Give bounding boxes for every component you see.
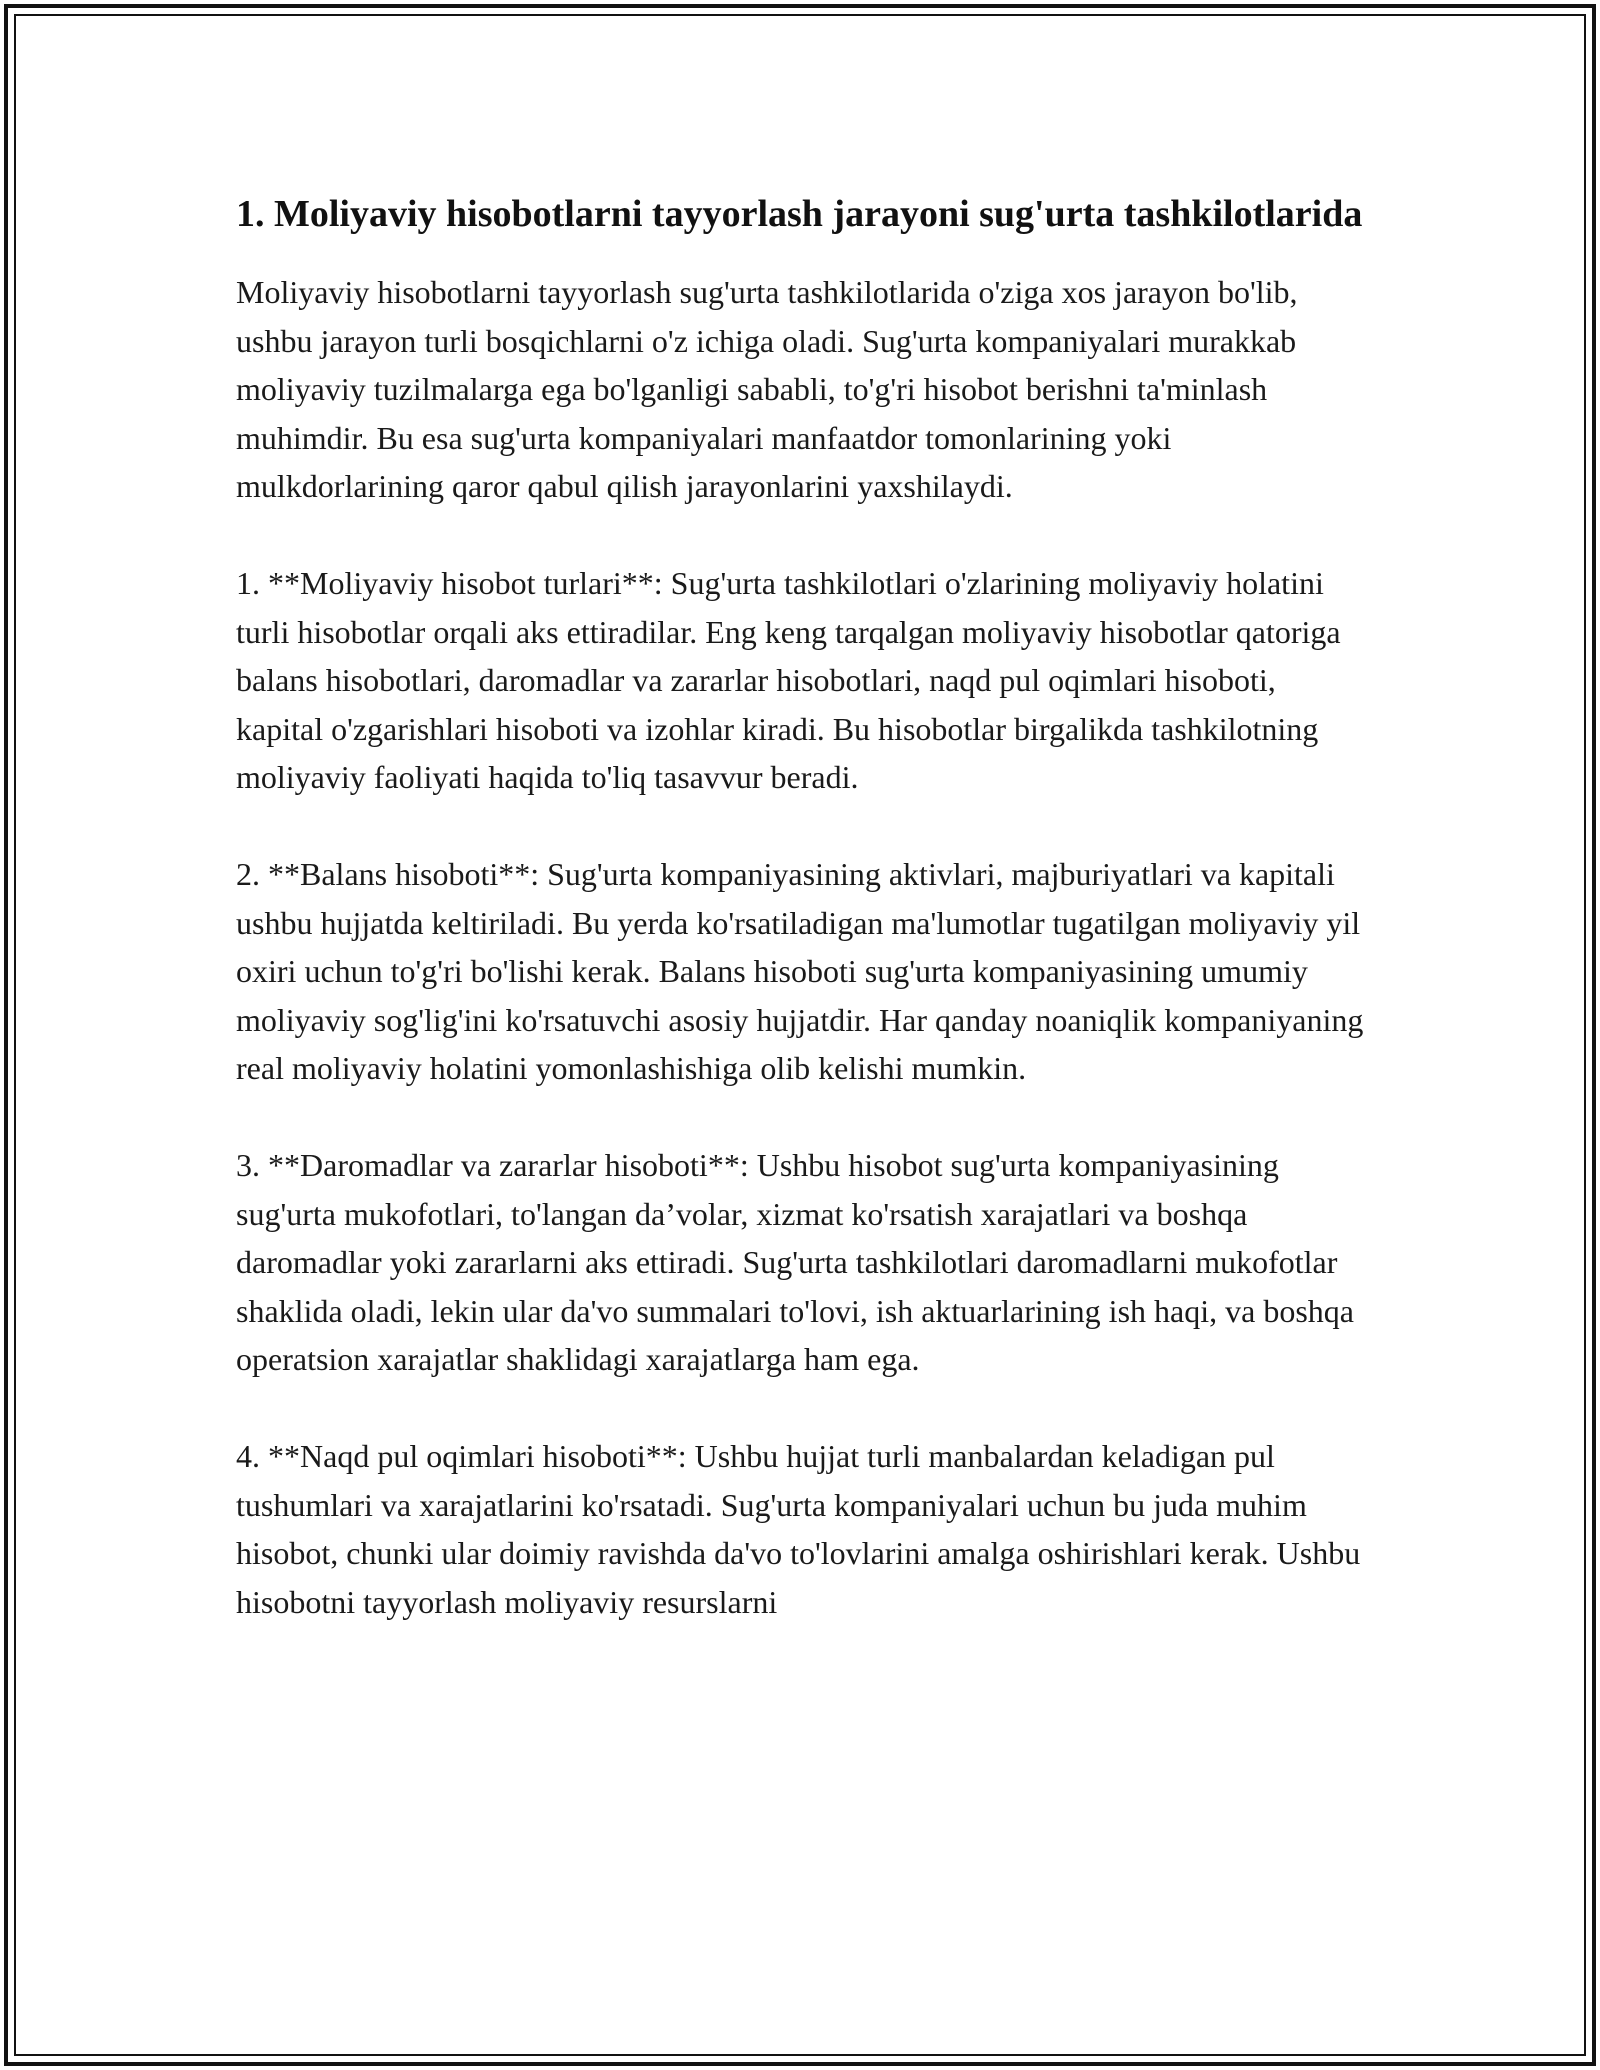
paragraph-intro: Moliyaviy hisobotlarni tayyorlash sug'urta tashkilotlarida o'ziga xos jarayon bo'lib, ushbu jarayon turli bosqichlarni o'z ichiga oladi. Sug'urta kompaniyalari murakkab moliyaviy tuzilmalarga ega bo'lganligi sababli, to'g'ri hisobot berishni ta'minlash muhimdir. Bu esa sug'urta kompaniyalari manfaatdor tomonlarining yoki mulkdorlarining qaror qabul qilish jarayonlarini yaxshilaydi. [236,274,1298,504]
paragraph-income-statement: 3. **Daromadlar va zararlar hisoboti**: Ushbu hisobot sug'urta kompaniyasining sug'urta mukofotlari, to'langan da’volar, xizmat ko'rsatish xarajatlari va boshqa daromadlar yoki zararlarni aks ettiradi. Sug'urta tashkilotlari daromadlarni mukofotlar shaklida oladi, lekin ular da'vo summalari to'lovi, ish aktuarlarining ish haqi, va boshqa operatsion xarajatlar shaklidagi xarajatlarga ham ega. [236,1147,1354,1377]
paragraph-report-types: 1. **Moliyaviy hisobot turlari**: Sug'urta tashkilotlari o'zlarining moliyaviy holatini turli hisobotlar orqali aks ettiradilar. Eng keng tarqalgan moliyaviy hisobotlar qatoriga balans hisobotlari, daromadlar va zararlar hisobotlari, naqd pul oqimlari hisoboti, kapital o'zgarishlari hisoboti va izohlar kiradi. Bu hisobotlar birgalikda tashkilotning moliyaviy faoliyati haqida to'liq tasavvur beradi. [236,565,1341,795]
paragraph-balance-sheet: 2. **Balans hisoboti**: Sug'urta kompaniyasining aktivlari, majburiyatlari va kapitali ushbu hujjatda keltiriladi. Bu yerda ko'rsatiladigan ma'lumotlar tugatilgan moliyaviy yil oxiri uchun to'g'ri bo'lishi kerak. Balans hisoboti sug'urta kompaniyasining umumiy moliyaviy sog'lig'ini ko'rsatuvchi asosiy hujjatdir. Har qanday noaniqlik kompaniyaning real moliyaviy holatini yomonlashishiga olib kelishi mumkin. [236,856,1364,1086]
document-body [236,186,1366,1675]
paragraph-cash-flow: 4. **Naqd pul oqimlari hisoboti**: Ushbu hujjat turli manbalardan keladigan pul tushumlari va xarajatlarini ko'rsatadi. Sug'urta kompaniyalari uchun bu juda muhim hisobot, chunki ular doimiy ravishda da'vo to'lovlarini amalga oshirishlari kerak. Ushbu hisobotni tayyorlash moliyaviy resurslarni [236,1438,1361,1620]
document-title: 1. Moliyaviy hisobotlarni tayyorlash jarayoni sug'urta tashkilotlarida [236,193,1363,235]
